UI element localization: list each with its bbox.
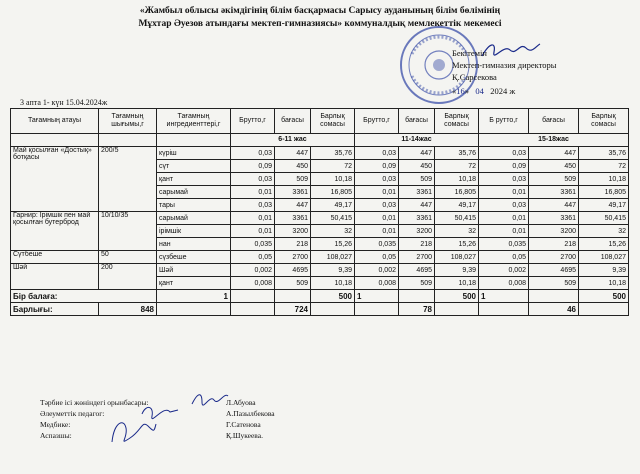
approval-label: Бекітемін (452, 48, 487, 58)
cell-p3: 3361 (529, 212, 579, 225)
group-11-14: 11-14жас (355, 134, 479, 147)
cell-p1: 3200 (275, 225, 311, 238)
col-total-1: Барлық сомасы (311, 109, 355, 134)
col-total-3: Барлық сомасы (579, 109, 629, 134)
grand-total-row: Барлығы: 848 724 78 46 (11, 303, 629, 316)
menu-table (10, 108, 629, 316)
cell-t3: 72 (579, 160, 629, 173)
cell-p2: 3361 (399, 186, 435, 199)
cell-b1: 0,008 (231, 277, 275, 290)
dish-name: Гарнир: Ірімшік пен май қосылған бутерброд (11, 212, 99, 251)
cell-b1: 0,05 (231, 251, 275, 264)
col-brutto-1: Брутто,г (231, 109, 275, 134)
col-ingredient: Тағамның ингредиенттері,г (157, 109, 231, 134)
cell-t1: 15,26 (311, 238, 355, 251)
cell-b3: 0,05 (479, 251, 529, 264)
ingredient-name: ірімшік (157, 225, 231, 238)
cell-b1: 0,03 (231, 199, 275, 212)
col-price-3: бағасы (529, 109, 579, 134)
cell-p2: 3361 (399, 212, 435, 225)
cell-p3: 3361 (529, 186, 579, 199)
cell-t1: 108,027 (311, 251, 355, 264)
dish-name: Шәй (11, 264, 99, 290)
approval-name: Қ.Сарсекова (452, 72, 497, 82)
cell-t1: 16,805 (311, 186, 355, 199)
ingredient-row (11, 212, 629, 225)
cell-t3: 108,027 (579, 251, 629, 264)
footer-deputy-name: Л.Абуова (226, 398, 256, 407)
cell-b3: 0,035 (479, 238, 529, 251)
cell-p3: 509 (529, 173, 579, 186)
cell-t2: 32 (435, 225, 479, 238)
col-brutto-3: Б рутто,г (479, 109, 529, 134)
director-signature-icon (480, 38, 542, 62)
cell-p2: 450 (399, 160, 435, 173)
deputy-signature-icon (190, 390, 230, 408)
header-line-1: «Жамбыл облысы әкімдігінің білім басқармасы Сарысу ауданының білім бөлімінің (139, 6, 501, 16)
group-6-11: 6-11 жас (231, 134, 355, 147)
cell-t2: 10,18 (435, 173, 479, 186)
cell-p2: 4695 (399, 264, 435, 277)
cell-t2: 72 (435, 160, 479, 173)
cell-t1: 49,17 (311, 199, 355, 212)
cell-b2: 0,01 (355, 186, 399, 199)
ingredient-name: сарымай (157, 186, 231, 199)
footer-cook-label: Аспазшы: (40, 431, 72, 440)
cell-p1: 2700 (275, 251, 311, 264)
cell-b1: 0,01 (231, 212, 275, 225)
cell-p1: 509 (275, 277, 311, 290)
cell-p2: 509 (399, 173, 435, 186)
cell-p1: 4695 (275, 264, 311, 277)
cell-b2: 0,05 (355, 251, 399, 264)
cell-t1: 9,39 (311, 264, 355, 277)
cell-b3: 0,01 (479, 225, 529, 238)
ingredient-name: сүзбеше (157, 251, 231, 264)
cell-p1: 447 (275, 147, 311, 160)
footer-nurse-label: Медбике: (40, 420, 71, 429)
cell-b3: 0,03 (479, 199, 529, 212)
cell-p3: 450 (529, 160, 579, 173)
approval-date: «16» 04 2024 ж (452, 86, 516, 96)
cell-t1: 10,18 (311, 173, 355, 186)
per-child-row: Бір балаға: 1 500 1 500 1 500 (11, 290, 629, 303)
cell-p2: 218 (399, 238, 435, 251)
header-line-2: Мұхтар Әуезов атындағы мектеп-гимназиясы» коммуналдық мемлекеттік мекемесі (138, 19, 502, 29)
cell-b2: 0,03 (355, 147, 399, 160)
cell-p3: 218 (529, 238, 579, 251)
cell-t3: 10,18 (579, 277, 629, 290)
cell-p3: 3200 (529, 225, 579, 238)
ingredient-name: күріш (157, 147, 231, 160)
cell-b2: 0,09 (355, 160, 399, 173)
col-price-1: бағасы (275, 109, 311, 134)
cell-p2: 447 (399, 199, 435, 212)
cell-t1: 10,18 (311, 277, 355, 290)
cell-t1: 32 (311, 225, 355, 238)
cell-p1: 218 (275, 238, 311, 251)
cell-p2: 2700 (399, 251, 435, 264)
cell-p1: 450 (275, 160, 311, 173)
dish-yield: 50 (99, 251, 157, 264)
footer-pedagog-name: А.Пазылбекова (226, 409, 275, 418)
cell-t2: 50,415 (435, 212, 479, 225)
cell-p2: 3200 (399, 225, 435, 238)
cell-b2: 0,01 (355, 225, 399, 238)
cell-t2: 108,027 (435, 251, 479, 264)
nurse-signature-icon (108, 412, 158, 448)
dish-yield: 10/10/35 (99, 212, 157, 251)
col-total-2: Барлық сомасы (435, 109, 479, 134)
cell-p1: 3361 (275, 186, 311, 199)
cell-p3: 2700 (529, 251, 579, 264)
cell-t2: 16,805 (435, 186, 479, 199)
cell-b1: 0,09 (231, 160, 275, 173)
cell-b3: 0,01 (479, 212, 529, 225)
group-15-18: 15-18жас (479, 134, 629, 147)
cell-b3: 0,03 (479, 147, 529, 160)
cell-b3: 0,01 (479, 186, 529, 199)
cell-b2: 0,01 (355, 212, 399, 225)
cell-b2: 0,035 (355, 238, 399, 251)
footer-deputy-label: Тәрбие ісі жөніндегі орынбасары: (40, 398, 149, 407)
cell-t3: 10,18 (579, 173, 629, 186)
cell-t3: 50,415 (579, 212, 629, 225)
cell-b3: 0,03 (479, 173, 529, 186)
cell-b3: 0,002 (479, 264, 529, 277)
footer-nurse-name: Г.Сатенова (226, 420, 261, 429)
dish-yield: 200 (99, 264, 157, 290)
cell-b1: 0,01 (231, 225, 275, 238)
col-yield: Тағамның шығымы,г (99, 109, 157, 134)
cell-p1: 509 (275, 173, 311, 186)
footer-pedagog-label: Әлеуметтік педагог: (40, 409, 105, 418)
cell-b1: 0,03 (231, 173, 275, 186)
dish-name: Сүтбеше (11, 251, 99, 264)
cell-b1: 0,01 (231, 186, 275, 199)
cell-t3: 49,17 (579, 199, 629, 212)
cell-p3: 447 (529, 147, 579, 160)
cell-t2: 10,18 (435, 277, 479, 290)
ingredient-row (11, 251, 629, 264)
cell-p2: 509 (399, 277, 435, 290)
ingredient-name: сүт (157, 160, 231, 173)
cell-t3: 16,805 (579, 186, 629, 199)
cell-t2: 9,39 (435, 264, 479, 277)
cell-b2: 0,03 (355, 199, 399, 212)
cell-p1: 447 (275, 199, 311, 212)
cell-b1: 0,035 (231, 238, 275, 251)
cell-t1: 35,76 (311, 147, 355, 160)
cell-b3: 0,09 (479, 160, 529, 173)
cell-b3: 0,008 (479, 277, 529, 290)
cell-t1: 72 (311, 160, 355, 173)
cell-t2: 49,17 (435, 199, 479, 212)
dish-yield: 200/5 (99, 147, 157, 212)
cell-t2: 35,76 (435, 147, 479, 160)
ingredient-name: нан (157, 238, 231, 251)
ingredient-name: тары (157, 199, 231, 212)
cell-t2: 15,26 (435, 238, 479, 251)
col-price-2: бағасы (399, 109, 435, 134)
cell-b1: 0,002 (231, 264, 275, 277)
cell-b2: 0,002 (355, 264, 399, 277)
cell-b2: 0,008 (355, 277, 399, 290)
cell-t3: 35,76 (579, 147, 629, 160)
cell-p1: 3361 (275, 212, 311, 225)
cell-t3: 15,26 (579, 238, 629, 251)
ingredient-name: қант (157, 173, 231, 186)
ingredient-name: қант (157, 277, 231, 290)
ingredient-row (11, 264, 629, 277)
cell-p2: 447 (399, 147, 435, 160)
cell-p3: 509 (529, 277, 579, 290)
col-dish: Тағамның атауы (11, 109, 99, 134)
cell-t3: 9,39 (579, 264, 629, 277)
cell-p3: 447 (529, 199, 579, 212)
date-line: 3 апта 1- күн 15.04.2024ж (20, 98, 108, 107)
cell-t3: 32 (579, 225, 629, 238)
ingredient-name: сарымай (157, 212, 231, 225)
dish-name: Май қосылған «Достық» ботқасы (11, 147, 99, 212)
col-brutto-2: Брутто,г (355, 109, 399, 134)
footer-cook-name: Қ.Шукеева. (226, 431, 263, 440)
ingredient-row (11, 147, 629, 160)
cell-p3: 4695 (529, 264, 579, 277)
ingredient-name: Шәй (157, 264, 231, 277)
cell-b1: 0,03 (231, 147, 275, 160)
approval-position: Мектеп-гимназия директоры (452, 60, 557, 70)
cell-b2: 0,03 (355, 173, 399, 186)
cell-t1: 50,415 (311, 212, 355, 225)
